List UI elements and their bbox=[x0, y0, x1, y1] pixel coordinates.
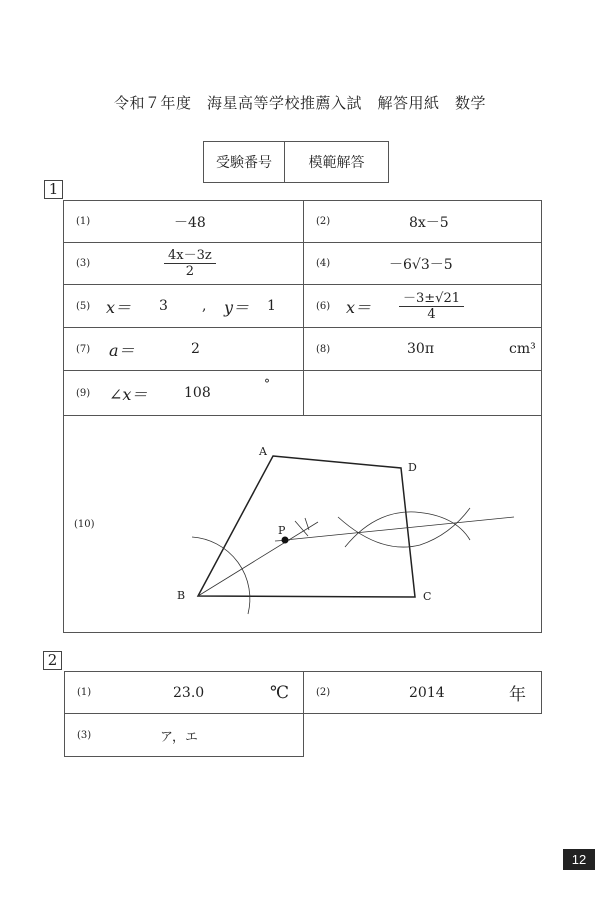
q-number: (1) bbox=[77, 687, 92, 698]
unit: 年 bbox=[509, 685, 526, 705]
page-title: 令和７年度 海星高等学校推薦入試 解答用紙 数学 bbox=[113, 94, 486, 112]
answer: 108 bbox=[184, 385, 211, 401]
q2-1-cell bbox=[64, 671, 304, 714]
y-label: y＝ bbox=[224, 297, 250, 317]
q-number: (10) bbox=[74, 518, 95, 530]
x-value: 3 bbox=[159, 298, 168, 314]
denominator: 2 bbox=[185, 264, 194, 279]
numerator: 4x－3z bbox=[164, 248, 216, 264]
q-number: (1) bbox=[76, 216, 91, 227]
answer: ア，エ bbox=[160, 729, 198, 745]
answer: 2014 bbox=[409, 684, 445, 701]
point-p bbox=[282, 537, 289, 544]
angle-label: ∠x＝ bbox=[109, 384, 148, 404]
label-b: B bbox=[177, 589, 186, 602]
unit: cm³ bbox=[509, 341, 536, 357]
page-number-badge: 12 bbox=[563, 849, 595, 870]
section-1-label: 1 bbox=[44, 180, 63, 199]
perpendicular-bisector-line bbox=[285, 517, 514, 540]
label-c: C bbox=[423, 590, 432, 603]
q-number: (3) bbox=[77, 729, 92, 741]
label-d: D bbox=[408, 461, 417, 474]
a-label: a＝ bbox=[109, 340, 135, 360]
unit: ° bbox=[264, 377, 270, 391]
q2-3-cell bbox=[64, 713, 304, 757]
denominator: 4 bbox=[427, 306, 436, 322]
q-number: (9) bbox=[76, 387, 91, 399]
label-a: A bbox=[259, 445, 267, 458]
numerator: －3±√21 bbox=[399, 291, 464, 307]
q-number: (4) bbox=[316, 258, 331, 269]
answer: －48 bbox=[174, 214, 206, 231]
angle-bisector-line bbox=[198, 522, 318, 596]
compass-marks-p bbox=[295, 518, 309, 536]
compass-arc-lower bbox=[338, 508, 470, 547]
section-2-label: 2 bbox=[43, 651, 62, 670]
exam-id-label: 受験番号 bbox=[204, 142, 285, 182]
q-number: (8) bbox=[316, 343, 331, 355]
q2-2-cell bbox=[303, 671, 542, 714]
compass-arc-b bbox=[192, 537, 250, 614]
answer: －6√3－5 bbox=[389, 256, 453, 273]
q-number: (2) bbox=[316, 216, 331, 227]
answer: 30π bbox=[407, 341, 435, 357]
y-value: 1 bbox=[267, 298, 276, 314]
q-number: (3) bbox=[76, 258, 91, 269]
q-number: (5) bbox=[76, 300, 91, 312]
exam-id-value: 模範解答 bbox=[308, 155, 365, 171]
q-number: (6) bbox=[316, 300, 331, 312]
q-number: (7) bbox=[76, 343, 91, 355]
q-number: (2) bbox=[316, 687, 331, 698]
answer: 23.0 bbox=[173, 684, 205, 701]
answer: 2 bbox=[191, 341, 200, 357]
answer: 8x－5 bbox=[409, 214, 449, 231]
unit: ℃ bbox=[270, 682, 290, 703]
separator: , bbox=[202, 298, 207, 314]
label-p: P bbox=[278, 524, 286, 537]
x-label: x＝ bbox=[346, 297, 372, 317]
x-label: x＝ bbox=[106, 297, 132, 317]
